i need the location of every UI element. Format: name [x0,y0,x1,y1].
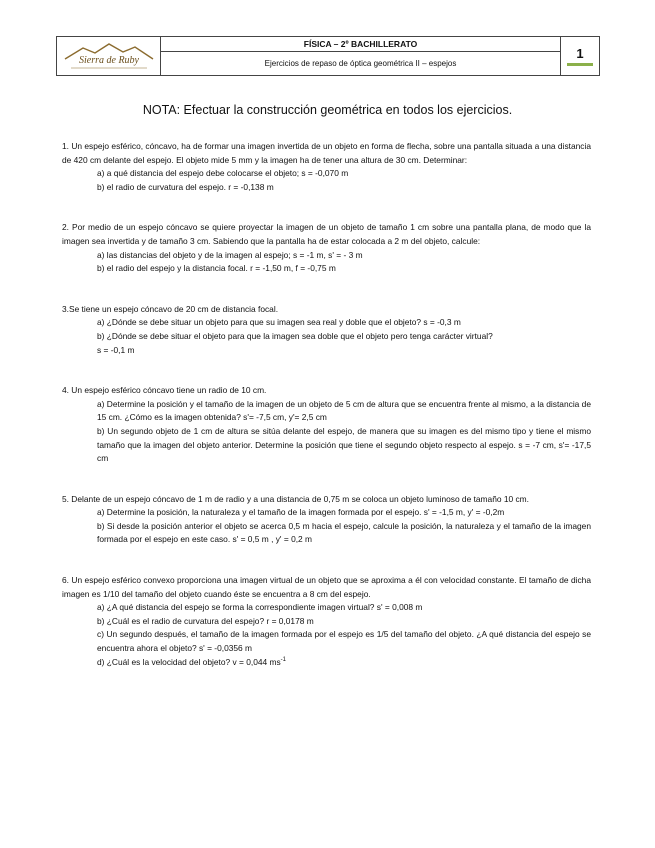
exercise-2 [62,221,591,275]
exercise-item: b) el radio de curvatura del espejo. r = -0,138 m [97,181,274,192]
exercise-statement: 6. Un espejo esférico convexo proporciona una imagen virtual de un objeto que se aproxima a él con velocidad constante. El tamaño de dicha imagen es 1/10 del tamaño del objeto cuando éste se encuentra a 8 cm del espejo. [62,575,591,599]
exercise-item: a) Determine la posición y el tamaño de la imagen de un objeto de 5 cm de altura que se encuentra frente al mismo, a la distancia de 15 cm. ¿Cómo es la imagen obtenida? s'= -7,5 cm, y'= 2,5 cm [97,398,591,423]
page-number: 1 [576,46,584,61]
exercise-4 [62,384,591,466]
exercise-item: a) Determine la posición, la naturaleza y el tamaño de la imagen formada por el espejo. s' = -1,5 m, y' = -0,2m [97,507,505,518]
document-subtitle: Ejercicios de repaso de óptica geométrica II – espejos [264,59,457,68]
note-heading: NOTA: Efectuar la construcción geométrica en todos los ejercicios. [142,103,513,117]
page-number-cell [561,37,599,75]
exercise-item: b) Un segundo objeto de 1 cm de altura se sitúa delante del espejo, de manera que su imagen es del mismo tipo y tiene el mismo tamaño que la imagen del objeto anterior. Determine la posición que tiene el segundo objeto respecto al espejo. s = -7 cm, s'= -17,5 cm [97,425,591,464]
exercise-item: b) ¿Dónde se debe situar el objeto para que la imagen sea doble que el objeto pero tenga carácter virtual? [97,330,493,341]
exercise-item: a) ¿Dónde se debe situar un objeto para que su imagen sea real y doble que el objeto? s = -0,3 m [97,317,461,328]
document-header [56,36,600,76]
exercise-statement: 1. Un espejo esférico, cóncavo, ha de formar una imagen invertida de un objeto en forma de flecha, sobre una pantalla situada a una distancia de 420 cm delante del espejo. El objeto mide 5 mm y la imagen ha de tener una altura de 30 cm. Determinar: [62,141,591,165]
exercise-statement: 4. Un espejo esférico cóncavo tiene un radio de 10 cm. [62,385,267,396]
exercise-item: a) ¿A qué distancia del espejo se forma la correspondiente imagen virtual? s' = 0,008 m [97,602,423,613]
exercise-item-answer: s = -0,1 m [97,344,135,355]
exercise-item-text: d) ¿Cuál es la velocidad del objeto? v = 0,044 ms [97,656,281,667]
exercise-6 [62,574,591,669]
exercise-list [62,140,591,696]
exercise-item [62,656,591,670]
exercise-1 [62,140,591,194]
exercise-item: a) las distancias del objeto y de la imagen al espejo; s = -1 m, s' = - 3 m [97,249,363,260]
exercise-item: a) a qué distancia del espejo debe colocarse el objeto; s = -0,070 m [97,168,349,179]
svg-text:Sierra de Ruby: Sierra de Ruby [78,55,139,66]
exercise-5 [62,493,591,547]
school-logo [61,39,157,73]
exercise-statement: 2. Por medio de un espejo cóncavo se quiere proyectar la imagen de un objeto de tamaño 1 cm sobre una pantalla plana, de modo que la imagen sea invertida y de tamaño 3 cm. Sabiendo que la pantalla ha de estar colocada a 2 m del objeto, calcule: [62,222,591,246]
exercise-3 [62,303,591,357]
exercise-item: b) ¿Cuál es el radio de curvatura del espejo? r = 0,0178 m [97,615,314,626]
exercise-item: b) el radio del espejo y la distancia focal. r = -1,50 m, f = -0,75 m [97,263,336,274]
logo-cell [57,37,161,75]
page-number-bar [567,63,593,66]
title-cell [161,37,561,75]
exercise-item: c) Un segundo después, el tamaño de la imagen formada por el espejo es 1/5 del tamaño del objeto. ¿A qué distancia del espejo se encuentra ahora el objeto? s' = -0,0356 m [97,629,591,654]
exercise-statement: 5. Delante de un espejo cóncavo de 1 m de radio y a una distancia de 0,75 m se coloca un objeto luminoso de tamaño 10 cm. [62,493,529,504]
exercise-statement: 3.Se tiene un espejo cóncavo de 20 cm de distancia focal. [62,303,279,314]
exercise-item: b) Si desde la posición anterior el objeto se acerca 0,5 m hacia el espejo, calcule la posición, la naturaleza y el tamaño de la imagen formada por el espejo en este caso. s' = 0,5 m , y' = 0,2 m [97,520,591,545]
document-title: FÍSICA – 2º BACHILLERATO [161,37,560,52]
unit-exponent: -1 [280,656,287,663]
